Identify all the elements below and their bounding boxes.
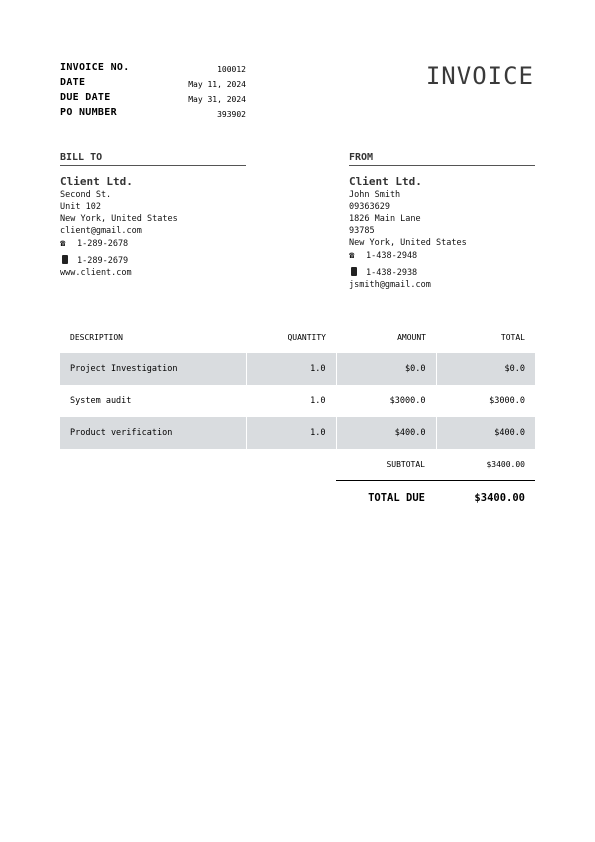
table-row [60,417,535,449]
from-mobile-row [349,267,417,278]
invoice-no-label: INVOICE NO. [60,62,130,73]
from-line: 1826 Main Lane [349,214,421,224]
item-description: Project Investigation [60,353,246,385]
item-quantity: 1.0 [246,385,336,417]
item-description: System audit [70,396,132,406]
table-row [60,353,535,385]
table-row [60,385,535,417]
total-due-value: $3400.00 [474,492,525,504]
from-phone-row [349,251,417,261]
column-header-quantity: QUANTITY [287,332,326,342]
from-line: 09363629 [349,202,390,212]
item-amount: $400.0 [336,417,436,449]
totals-divider [336,480,535,481]
phone-icon [349,251,361,261]
bill-to-phone: 1-289-2678 [77,239,129,249]
subtotal-label: SUBTOTAL [386,460,425,469]
table-header-row [60,321,535,353]
po-number-label: PO NUMBER [60,107,117,118]
from-phone: 1-438-2948 [366,251,418,261]
from-line: John Smith [349,190,401,200]
date-value: May 11, 2024 [188,80,246,89]
item-total: $0.0 [436,353,535,385]
total-due-label: TOTAL DUE [368,492,425,504]
from-name: Client Ltd. [349,175,422,188]
bill-to-address-line: Unit 102 [60,202,101,212]
page-title: INVOICE [425,62,534,90]
item-quantity: 1.0 [246,353,336,385]
bill-to-email: client@gmail.com [60,226,142,236]
column-header-description: DESCRIPTION [70,332,123,342]
bill-to-mobile: 1-289-2679 [77,256,129,266]
line-items-table [60,321,535,449]
mobile-phone-icon [351,267,357,276]
due-date-label: DUE DATE [60,92,111,103]
subtotal-value: $3400.00 [486,460,525,469]
item-amount: $3000.0 [336,385,436,417]
bill-to-mobile-row [60,255,128,266]
bill-to-address-line: Second St. [60,190,112,200]
item-amount: $0.0 [336,353,436,385]
column-header-amount: AMOUNT [397,332,426,342]
bill-to-address-line: New York, United States [60,214,178,224]
bill-to-heading: BILL TO [60,152,246,166]
from-heading: FROM [349,152,535,166]
item-description: Product verification [60,417,246,449]
bill-to-name: Client Ltd. [60,175,133,188]
item-quantity: 1.0 [246,417,336,449]
mobile-phone-icon [62,255,68,264]
phone-icon [60,239,72,249]
bill-to-website: www.client.com [60,268,132,278]
invoice-no-value: 100012 [217,65,246,74]
bill-to-phone-row [60,239,128,249]
due-date-value: May 31, 2024 [188,95,246,104]
po-number-value: 393902 [217,110,246,119]
from-line: 93785 [349,226,375,236]
from-line: New York, United States [349,238,467,248]
from-email: jsmith@gmail.com [349,280,431,290]
column-header-total: TOTAL [500,332,525,342]
item-total: $400.0 [436,417,535,449]
date-label: DATE [60,77,86,88]
from-mobile: 1-438-2938 [366,268,418,278]
item-total: $3000.0 [436,385,535,417]
